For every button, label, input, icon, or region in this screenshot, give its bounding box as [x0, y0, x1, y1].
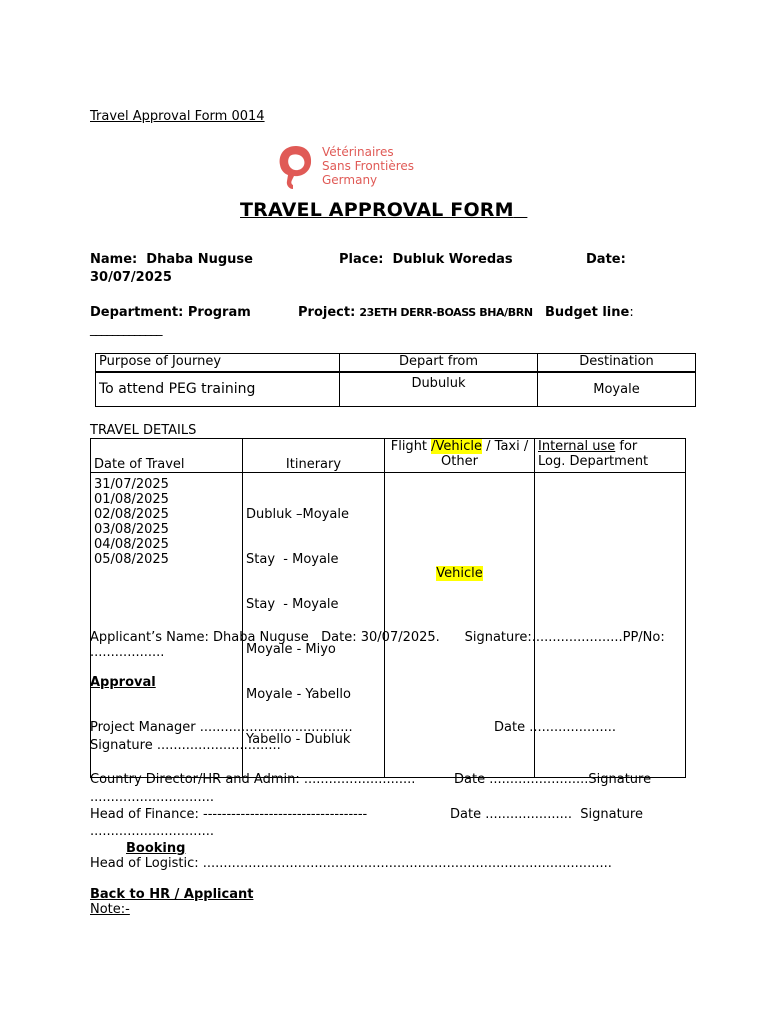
depart-value: Dubuluk — [340, 372, 538, 407]
applicant-ppno-dots: .................. — [90, 645, 165, 660]
head-of-logistic-line: Head of Logistic: ................................................................................................... — [90, 856, 612, 871]
head-of-finance-signature-dots: .............................. — [90, 824, 214, 839]
project-label: Project: — [298, 305, 356, 320]
head-of-finance-date: Date ..................... Signature — [450, 807, 643, 822]
form-title — [240, 199, 527, 221]
budget-colon: : — [629, 305, 634, 320]
mode-header — [385, 439, 535, 473]
purpose-header-row — [96, 354, 696, 373]
date-item: 01/08/2025 — [94, 492, 169, 507]
logo-line-3: Germany — [322, 173, 378, 187]
date-value: 30/07/2025 — [90, 270, 172, 285]
itinerary-item: Moyale - Yabello — [246, 687, 351, 702]
mode-value: Vehicle — [436, 566, 483, 581]
name-value: Dhaba Nuguse — [146, 252, 253, 267]
date-item: 02/08/2025 — [94, 507, 169, 522]
date-label: Date: — [586, 252, 626, 267]
date-item: 04/08/2025 — [94, 537, 169, 552]
vsf-logo-icon — [276, 143, 316, 193]
project-manager-signature: Signature .............................. — [90, 738, 281, 753]
details-header-row — [91, 439, 686, 473]
destination-value: Moyale — [538, 372, 696, 407]
travel-details-label: TRAVEL DETAILS — [90, 423, 197, 438]
back-to-hr-heading: Back to HR / Applicant — [90, 887, 254, 902]
mode-header-vehicle: /Vehicle — [431, 439, 483, 454]
country-director-signature-dots: .............................. — [90, 790, 214, 805]
form-reference: Travel Approval Form 0014 — [90, 109, 265, 124]
purpose-header: Purpose of Journey — [96, 354, 340, 373]
purpose-value: To attend PEG training — [96, 372, 340, 407]
internal-use-for: for — [615, 439, 638, 454]
country-director-line: Country Director/HR and Admin: ........................... — [90, 772, 416, 787]
department-value: Program — [187, 305, 251, 320]
budget-line-blank: _____________ — [90, 322, 162, 337]
place-field — [339, 252, 513, 267]
date-of-travel-header: Date of Travel — [91, 439, 243, 473]
purpose-row — [96, 372, 696, 407]
name-label: Name: — [90, 252, 138, 267]
itinerary-item: Moyale - Miyo — [246, 642, 336, 657]
itinerary-header: Itinerary — [243, 439, 385, 473]
applicant-line: Applicant’s Name: Dhaba Nuguse Date: 30/07/2025. Signature:......................PP/No: — [90, 630, 665, 645]
budget-label: Budget line — [545, 305, 630, 320]
itinerary-item: Stay - Moyale — [246, 552, 339, 567]
budget-field — [545, 305, 634, 320]
country-director-date: Date ........................Signature — [454, 772, 652, 787]
purpose-table — [95, 353, 696, 407]
department-label: Department: — [90, 305, 184, 320]
date-item: 05/08/2025 — [94, 552, 169, 567]
approval-heading: Approval — [90, 675, 156, 690]
booking-heading: Booking — [126, 841, 186, 856]
head-of-finance-line: Head of Finance: ----------------------------------- — [90, 807, 368, 822]
date-item: 03/08/2025 — [94, 522, 169, 537]
itinerary-item: Yabello - Dubluk — [246, 732, 351, 747]
project-manager-date: Date ..................... — [494, 720, 616, 735]
mode-header-flight: Flight — [390, 439, 432, 454]
internal-use-label: Internal use — [538, 439, 616, 454]
project-field — [298, 305, 533, 320]
depart-header: Depart from — [340, 354, 538, 373]
logo-line-2: Sans Frontières — [322, 159, 415, 173]
department-field — [90, 305, 251, 320]
date-item: 31/07/2025 — [94, 477, 169, 492]
place-value: Dubluk Woredas — [392, 252, 513, 267]
destination-header: Destination — [538, 354, 696, 373]
name-field — [90, 252, 253, 267]
internal-use-dept: Log. Department — [538, 454, 649, 469]
internal-use-header — [535, 439, 686, 473]
itinerary-item: Stay - Moyale — [246, 597, 339, 612]
note-label: Note:- — [90, 902, 130, 917]
project-manager-line: Project Manager ..................................... — [90, 720, 353, 735]
form-title-text: TRAVEL APPROVAL FORM — [240, 199, 514, 221]
place-label: Place: — [339, 252, 384, 267]
vsf-logo — [276, 143, 426, 193]
mode-header-taxi: / Taxi / — [482, 439, 529, 454]
itinerary-item: Dubluk –Moyale — [246, 507, 349, 522]
project-value: 23ETH DERR-BOASS BHA/BRN — [359, 306, 533, 319]
mode-header-other: Other — [441, 454, 478, 469]
logo-line-1: Vétérinaires — [322, 145, 394, 159]
